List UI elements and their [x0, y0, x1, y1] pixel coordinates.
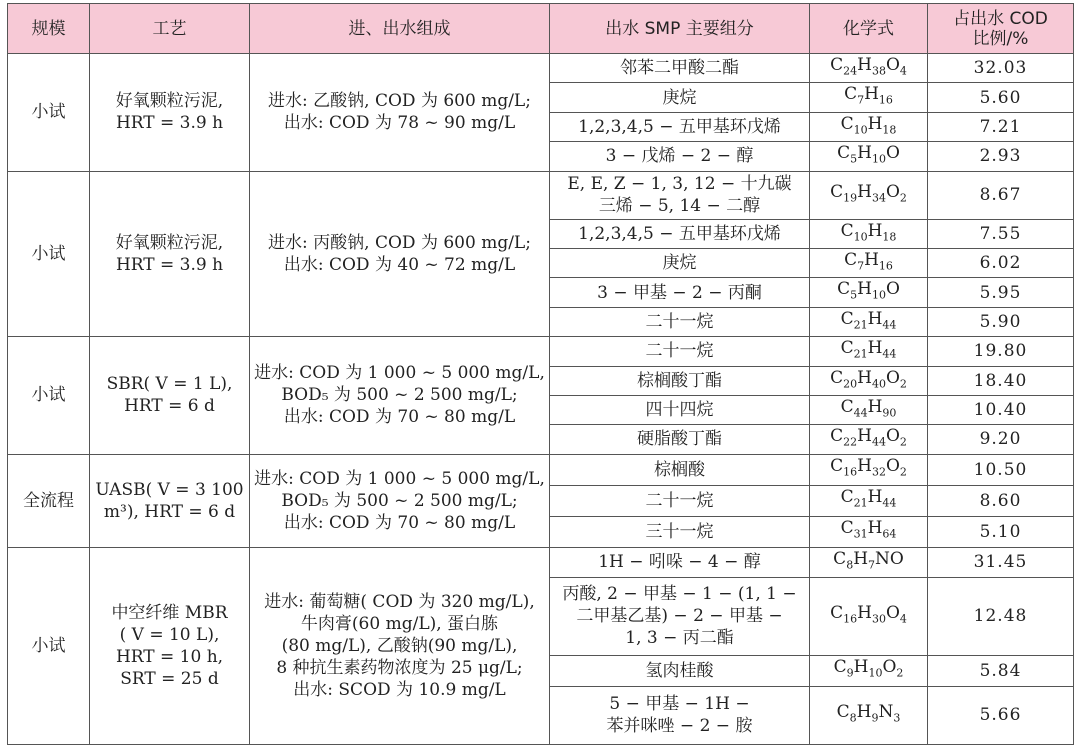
smp-cell — [550, 307, 810, 336]
smp-cell — [550, 219, 810, 248]
smp-line: 氢肉桂酸 — [645, 660, 714, 681]
smp-line: 丙酸, 2 − 甲基 − 1 − (1, 1 − — [562, 584, 797, 605]
formula-cell — [810, 337, 928, 366]
ratio-cell: 8.60 — [928, 485, 1074, 516]
formula-element: H — [864, 249, 879, 270]
table-row — [8, 54, 1074, 83]
scale-cell: 小试 — [8, 54, 90, 172]
smp-line: 1, 3 − 丙二酯 — [625, 628, 734, 649]
formula-subscript: 7 — [857, 93, 865, 107]
ratio-cell: 6.02 — [928, 248, 1074, 277]
formula-subscript: 44 — [882, 318, 897, 332]
formula-element: H — [853, 657, 869, 678]
formula-element: C — [840, 396, 854, 417]
process-line: HRT = 6 d — [124, 396, 215, 417]
header-composition: 进、出水组成 — [250, 4, 550, 54]
ratio-cell: 5.84 — [928, 655, 1074, 686]
smp-cell — [550, 248, 810, 277]
formula-element: H — [853, 548, 869, 569]
smp-cell — [550, 54, 810, 83]
process-cell — [90, 54, 250, 172]
formula-element: H — [867, 518, 883, 539]
formula-element: H — [857, 55, 872, 75]
formula-element: O — [885, 367, 900, 388]
formula-subscript: 2 — [899, 465, 907, 479]
smp-cell — [550, 485, 810, 516]
ratio-cell: 18.40 — [928, 366, 1074, 395]
smp-line: 庚烷 — [662, 253, 697, 274]
formula-element: C — [830, 456, 844, 477]
formula-element: O — [885, 456, 900, 477]
formula-element: H — [867, 308, 883, 329]
formula-cell — [810, 142, 928, 171]
formula-element: N — [878, 701, 894, 722]
formula-cell — [810, 485, 928, 516]
formula-element: H — [857, 279, 872, 300]
ratio-cell: 5.66 — [928, 686, 1074, 744]
smp-line: 3 − 戊烯 − 2 − 醇 — [605, 146, 754, 167]
formula-subscript: 7 — [857, 259, 865, 273]
smp-line: E, E, Z − 1, 3, 12 − 十九碳 — [567, 174, 792, 195]
formula-element: H — [857, 426, 872, 447]
ratio-cell: 5.95 — [928, 278, 1074, 307]
smp-cell — [550, 112, 810, 141]
formula-subscript: 19 — [843, 191, 858, 205]
process-line: 中空纤维 MBR — [111, 602, 228, 623]
composition-line: 进水: 丙酸钠, COD 为 600 mg/L; — [268, 232, 531, 253]
formula-subscript: 8 — [849, 711, 857, 725]
formula-subscript: 44 — [882, 347, 897, 361]
smp-cell — [550, 83, 810, 112]
process-line: 好氧颗粒污泥, — [115, 91, 224, 112]
ratio-cell: 10.40 — [928, 395, 1074, 424]
formula-subscript: 40 — [871, 376, 886, 390]
formula-subscript: 3 — [893, 711, 901, 725]
formula-element: H — [867, 396, 883, 417]
scale-cell: 小试 — [8, 171, 90, 337]
smp-cell — [550, 366, 810, 395]
smp-cell — [550, 395, 810, 424]
formula-element: H — [857, 456, 872, 477]
ratio-cell: 5.60 — [928, 83, 1074, 112]
formula-subscript: 10 — [853, 229, 868, 243]
smp-cell — [550, 278, 810, 307]
header-smp: 出水 SMP 主要组分 — [550, 4, 810, 54]
formula-element: C — [836, 701, 850, 722]
smp-line: 二十一烷 — [645, 311, 714, 332]
scale-cell: 小试 — [8, 547, 90, 744]
process-line: 好氧颗粒污泥, — [115, 232, 224, 253]
smp-line: 1H − 吲哚 − 4 − 醇 — [598, 552, 761, 573]
smp-line: 5 − 甲基 − 1H − — [609, 694, 750, 715]
formula-subscript: 9 — [846, 666, 854, 680]
formula-element: C — [840, 338, 854, 359]
formula-element: C — [837, 143, 851, 164]
composition-cell — [250, 54, 550, 172]
ratio-cell: 7.21 — [928, 112, 1074, 141]
smp-line: 苯并咪唑 − 2 − 胺 — [606, 716, 753, 737]
smp-line: 3 − 甲基 − 2 − 丙酮 — [597, 282, 762, 303]
formula-subscript: 18 — [882, 123, 897, 137]
formula-element: C — [830, 181, 844, 202]
smp-line: 邻苯二甲酸二酯 — [620, 58, 739, 79]
formula-subscript: 10 — [871, 288, 886, 302]
smp-cell — [550, 454, 810, 485]
formula-cell — [810, 112, 928, 141]
process-cell — [90, 454, 250, 547]
process-line: UASB( V = 3 100 — [95, 479, 244, 500]
ratio-cell: 7.55 — [928, 219, 1074, 248]
smp-cell — [550, 655, 810, 686]
formula-element: H — [867, 487, 883, 508]
ratio-cell: 9.20 — [928, 425, 1074, 454]
formula-element: C — [840, 487, 854, 508]
formula-cell — [810, 54, 928, 83]
smp-cell — [550, 547, 810, 577]
formula-subscript: 2 — [899, 435, 907, 449]
composition-line: 8 种抗生素药物浓度为 25 μg/L; — [276, 657, 523, 678]
formula-element: H — [864, 84, 879, 105]
formula-element: H — [867, 113, 883, 134]
formula-element: H — [857, 143, 872, 164]
formula-subscript: 90 — [882, 406, 897, 420]
formula-element: O — [885, 279, 900, 300]
formula-cell — [810, 366, 928, 395]
smp-line: 二甲基乙基) − 2 − 甲基 − — [576, 606, 783, 627]
formula-element: O — [885, 181, 900, 202]
composition-line: 牛肉膏(60 mg/L), 蛋白胨 — [300, 613, 499, 634]
ratio-cell: 10.50 — [928, 454, 1074, 485]
formula-element: H — [857, 602, 872, 623]
formula-cell — [810, 171, 928, 219]
ratio-cell: 8.67 — [928, 171, 1074, 219]
smp-line: 二十一烷 — [645, 341, 714, 362]
header-ratio-line2: 比例/% — [972, 28, 1029, 49]
composition-line: 进水: COD 为 1 000 ~ 5 000 mg/L, — [254, 468, 545, 489]
formula-element: O — [885, 143, 900, 164]
formula-cell — [810, 516, 928, 547]
formula-subscript: 2 — [899, 191, 907, 205]
composition-cell — [250, 171, 550, 337]
formula-subscript: 5 — [850, 152, 858, 166]
process-cell — [90, 337, 250, 455]
formula-cell — [810, 577, 928, 655]
formula-element: C — [844, 84, 858, 105]
header-ratio-line1: 占出水 COD — [953, 8, 1048, 29]
smp-line: 1,2,3,4,5 − 五甲基环戊烯 — [578, 116, 781, 137]
formula-element: O — [882, 657, 897, 678]
formula-subscript: 44 — [882, 496, 897, 510]
formula-element: H — [857, 367, 872, 388]
formula-subscript: 64 — [882, 527, 897, 541]
process-line: HRT = 10 h, — [115, 646, 224, 667]
smp-line: 三十一烷 — [645, 521, 714, 542]
composition-line: (80 mg/L), 乙酸钠(90 mg/L), — [281, 635, 518, 656]
ratio-cell: 19.80 — [928, 337, 1074, 366]
table-row — [8, 454, 1074, 485]
composition-line: 出水: COD 为 70 ~ 80 mg/L — [283, 407, 516, 428]
header-formula: 化学式 — [810, 4, 928, 54]
formula-element: C — [830, 367, 844, 388]
process-line: m³), HRT = 6 d — [103, 501, 236, 522]
ratio-cell: 31.45 — [928, 547, 1074, 577]
formula-element: C — [840, 220, 854, 241]
header-row — [8, 4, 1074, 54]
scale-cell: 小试 — [8, 337, 90, 455]
process-cell — [90, 547, 250, 744]
composition-line: 出水: COD 为 40 ~ 72 mg/L — [283, 254, 516, 275]
process-line: HRT = 3.9 h — [115, 254, 224, 275]
process-line: ( V = 10 L), — [119, 624, 220, 645]
formula-subscript: 16 — [878, 259, 893, 273]
formula-subscript: 24 — [843, 64, 858, 78]
formula-element: C — [833, 548, 847, 569]
ratio-cell: 32.03 — [928, 54, 1074, 83]
formula-subscript: 22 — [843, 435, 858, 449]
smp-line: 三烯 − 5, 14 − 二醇 — [598, 196, 761, 217]
composition-line: 出水: COD 为 78 ~ 90 mg/L — [283, 113, 516, 134]
composition-line: BOD₅ 为 500 ~ 2 500 mg/L; — [281, 490, 518, 511]
formula-cell — [810, 547, 928, 577]
formula-element: NO — [875, 548, 904, 569]
smp-line: 四十四烷 — [645, 400, 714, 421]
formula-cell — [810, 686, 928, 744]
formula-subscript: 2 — [899, 376, 907, 390]
formula-element: C — [837, 279, 851, 300]
formula-subscript: 44 — [853, 406, 868, 420]
formula-cell — [810, 83, 928, 112]
formula-subscript: 30 — [871, 612, 886, 626]
composition-line: 进水: COD 为 1 000 ~ 5 000 mg/L, — [254, 363, 545, 384]
formula-element: O — [885, 55, 900, 75]
smp-cell — [550, 686, 810, 744]
composition-cell — [250, 337, 550, 455]
formula-subscript: 4 — [899, 612, 907, 626]
process-line: SRT = 25 d — [120, 668, 219, 689]
formula-element: H — [857, 181, 872, 202]
formula-element: C — [840, 308, 854, 329]
smp-cell — [550, 516, 810, 547]
formula-subscript: 5 — [850, 288, 858, 302]
formula-subscript: 18 — [882, 229, 897, 243]
formula-element: C — [840, 518, 854, 539]
formula-subscript: 16 — [843, 465, 858, 479]
formula-subscript: 10 — [868, 666, 883, 680]
header-scale: 规模 — [8, 4, 90, 54]
formula-element: C — [830, 426, 844, 447]
composition-cell — [250, 454, 550, 547]
ratio-cell: 5.90 — [928, 307, 1074, 336]
ratio-cell: 2.93 — [928, 142, 1074, 171]
formula-element: H — [867, 338, 883, 359]
data-table — [7, 3, 1074, 745]
smp-cell — [550, 142, 810, 171]
smp-line: 棕榈酸 — [654, 459, 705, 480]
composition-line: 进水: 乙酸钠, COD 为 600 mg/L; — [268, 91, 531, 112]
table-body — [8, 54, 1074, 745]
formula-cell — [810, 307, 928, 336]
formula-subscript: 16 — [843, 612, 858, 626]
composition-line: 出水: SCOD 为 10.9 mg/L — [293, 679, 506, 700]
table-row — [8, 337, 1074, 366]
formula-subscript: 44 — [871, 435, 886, 449]
formula-subscript: 2 — [896, 666, 904, 680]
formula-element: C — [840, 113, 854, 134]
composition-line: 出水: COD 为 70 ~ 80 mg/L — [283, 512, 516, 533]
process-cell — [90, 171, 250, 337]
smp-line: 庚烷 — [662, 87, 697, 108]
formula-subscript: 20 — [843, 376, 858, 390]
formula-cell — [810, 454, 928, 485]
formula-subscript: 10 — [853, 123, 868, 137]
formula-cell — [810, 655, 928, 686]
formula-element: C — [830, 602, 844, 623]
formula-subscript: 10 — [871, 152, 886, 166]
smp-line: 棕榈酸丁酯 — [637, 370, 722, 391]
composition-cell — [250, 547, 550, 744]
smp-line: 硬脂酸丁酯 — [637, 429, 722, 450]
formula-element: O — [885, 426, 900, 447]
scale-cell: 全流程 — [8, 454, 90, 547]
ratio-cell: 12.48 — [928, 577, 1074, 655]
formula-element: O — [885, 602, 900, 623]
formula-element: H — [856, 701, 872, 722]
header-ratio — [928, 4, 1074, 54]
formula-subscript: 34 — [871, 191, 886, 205]
formula-element: C — [844, 249, 858, 270]
formula-element: C — [833, 657, 847, 678]
formula-subscript: 21 — [853, 347, 868, 361]
composition-line: BOD₅ 为 500 ~ 2 500 mg/L; — [281, 385, 518, 406]
ratio-cell: 5.10 — [928, 516, 1074, 547]
table-row — [8, 547, 1074, 577]
header-process: 工艺 — [90, 4, 250, 54]
table-row — [8, 171, 1074, 219]
formula-cell — [810, 219, 928, 248]
smp-line: 1,2,3,4,5 − 五甲基环戊烯 — [578, 223, 781, 244]
formula-element: C — [830, 55, 844, 75]
smp-cell — [550, 425, 810, 454]
formula-subscript: 31 — [853, 527, 868, 541]
smp-line: 二十一烷 — [645, 490, 714, 511]
formula-subscript: 21 — [853, 496, 868, 510]
formula-subscript: 9 — [871, 711, 879, 725]
process-line: SBR( V = 1 L), — [106, 374, 233, 395]
formula-element: H — [867, 220, 883, 241]
formula-subscript: 16 — [878, 93, 893, 107]
formula-subscript: 38 — [871, 64, 886, 78]
smp-cell — [550, 577, 810, 655]
smp-cell — [550, 337, 810, 366]
formula-cell — [810, 395, 928, 424]
composition-line: 进水: 葡萄糖( COD 为 320 mg/L), — [264, 591, 535, 612]
formula-cell — [810, 248, 928, 277]
formula-cell — [810, 425, 928, 454]
smp-cell — [550, 171, 810, 219]
formula-cell — [810, 278, 928, 307]
formula-subscript: 8 — [846, 558, 854, 572]
formula-subscript: 7 — [868, 558, 876, 572]
formula-subscript: 4 — [899, 64, 907, 78]
process-line: HRT = 3.9 h — [115, 113, 224, 134]
formula-subscript: 21 — [853, 318, 868, 332]
formula-subscript: 32 — [871, 465, 886, 479]
